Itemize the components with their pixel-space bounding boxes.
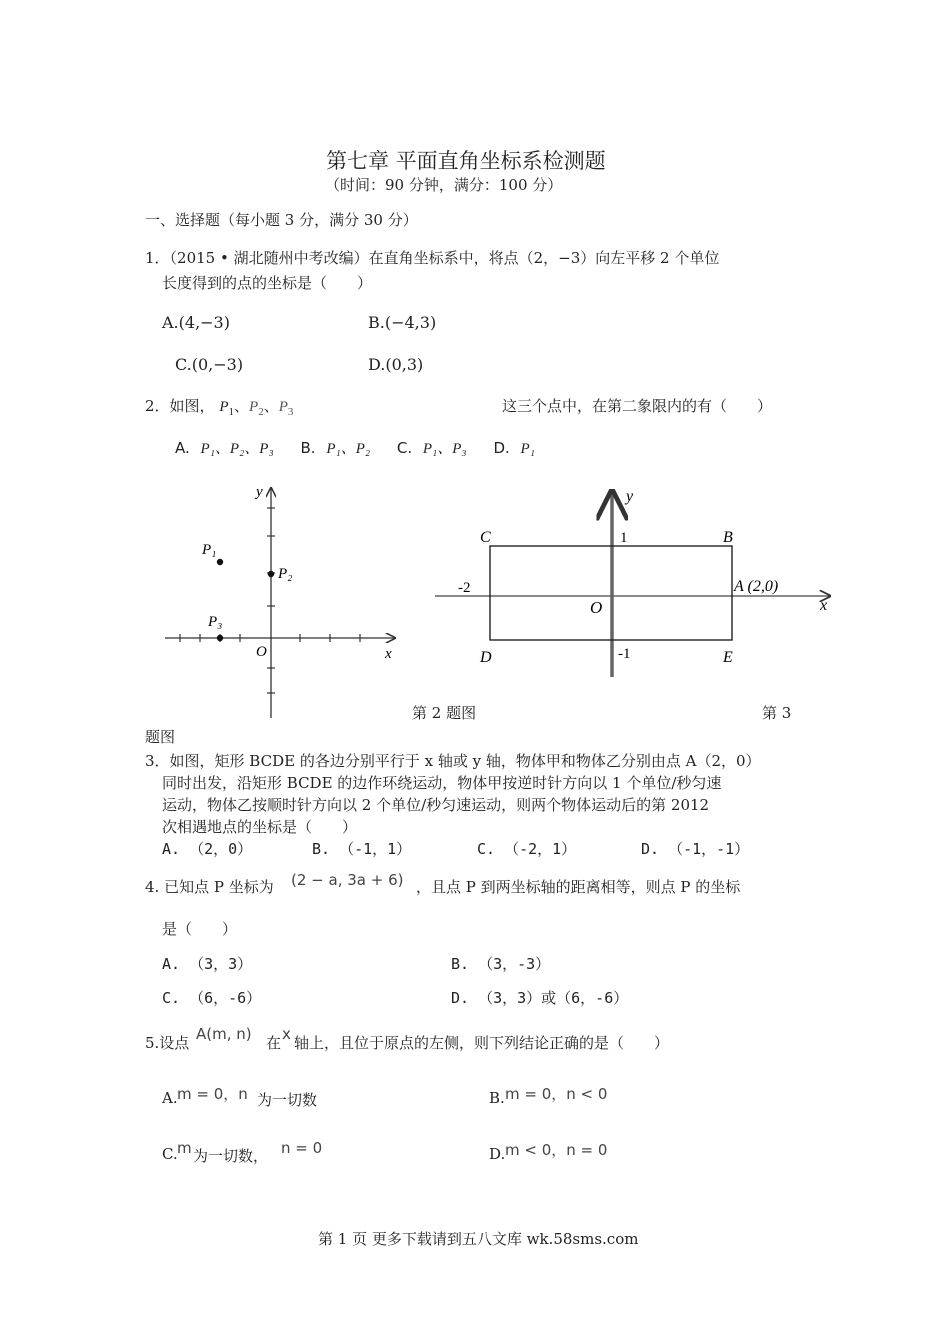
q3-option-c: C. （-2，1）: [477, 840, 577, 858]
fig2-p3-label: P₃: [208, 614, 223, 630]
fig2-y-label: y: [256, 484, 263, 500]
q2-prefix: 2．如图，: [145, 397, 215, 415]
q2-sep1: 、: [234, 397, 250, 415]
q4-expression: (2 − a, 3a + 6): [291, 871, 404, 889]
q5-mid: 在: [266, 1034, 282, 1052]
fig2-x-label: x: [385, 646, 392, 662]
fig2-point-p3: [217, 635, 223, 641]
fig2-origin-label: O: [256, 644, 267, 660]
fig3-caption-part1: 第 3: [762, 704, 792, 722]
q3-option-b: B. （-1，1）: [312, 840, 412, 858]
q1-line1: 1．（2015 • 湖北随州中考改编）在直角坐标系中，将点（2，−3）向左平移 2 个单位: [145, 249, 720, 267]
fig3-tick-minus-1: -1: [618, 646, 631, 662]
fig2-p1-label: P₁: [202, 542, 217, 558]
section-heading: 一、选择题（每小题 3 分，满分 30 分）: [145, 211, 418, 229]
q3-line4: 次相遇地点的坐标是（ ）: [162, 818, 358, 836]
q2-p3: $P_3$: [278, 399, 294, 418]
q3-option-a: A. （2，0）: [162, 840, 253, 858]
q4-option-a: A. （3，3）: [162, 955, 253, 973]
fig3-tick-1: 1: [620, 530, 628, 546]
q2-option-c: P₁、P₃: [422, 441, 467, 457]
q1-option-c: C.(0,−3): [175, 355, 244, 374]
q2-p2: $P_2$: [249, 399, 264, 418]
q1-line2: 长度得到的点的坐标是（ ）: [162, 274, 373, 292]
fig2-p2-label: P₂: [278, 566, 293, 582]
q5-option-a-label: A.: [162, 1089, 178, 1107]
q4-suffix: ，且点 P 到两坐标轴的距离相等，则点 P 的坐标: [416, 878, 741, 896]
page-title: 第七章 平面直角坐标系检测题: [326, 149, 606, 173]
fig2-ticks: [180, 508, 360, 693]
q1-option-d: D.(0,3): [368, 355, 424, 374]
q4-option-b: B. （3，-3）: [451, 955, 551, 973]
q2-suffix: 这三个点中，在第二象限内的有（ ）: [502, 397, 773, 415]
q5-option-d-label: D.: [489, 1145, 506, 1163]
q5-point: A(m, n): [196, 1025, 252, 1043]
q1-option-b: B.(−4,3): [368, 313, 437, 332]
fig3-a-label: A (2,0): [734, 578, 779, 595]
q2-option-c-label: C.: [396, 439, 413, 457]
q3-option-d: D. （-1，-1）: [641, 840, 750, 858]
q2-option-d: P₁: [520, 441, 535, 457]
q1-option-a: A.(4,−3): [162, 313, 230, 332]
q2-option-a-label: A.: [175, 439, 190, 457]
fig3-b-label: B: [723, 529, 733, 546]
fig3-origin-label: O: [590, 598, 603, 617]
q3-line3: 运动，物体乙按顺时针方向以 2 个单位/秒匀速运动，则两个物体运动后的第 2012: [162, 796, 710, 814]
q4-option-d: D. （3，3）或（6，-6）: [451, 989, 629, 1007]
q5-suffix: 轴上，且位于原点的左侧，则下列结论正确的是（ ）: [294, 1034, 670, 1052]
fig2-point-p2: [268, 571, 274, 577]
q5-option-c-label: C.: [162, 1145, 178, 1163]
q2-option-d-label: D.: [493, 439, 510, 457]
q5-prefix: 5.设点: [145, 1034, 190, 1052]
q2-p1: $P_1$: [219, 399, 234, 418]
fig3-c-label: C: [480, 529, 491, 546]
fig3-d-label: D: [480, 649, 492, 666]
q5-option-c-math: m: [177, 1139, 192, 1157]
q3-line2: 同时出发，沿矩形 BCDE 的边作环绕运动，物体甲按逆时针方向以 1 个单位/秒匀速: [162, 774, 722, 792]
q2-option-b-label: B.: [300, 439, 316, 457]
q5-axis: x: [282, 1025, 291, 1043]
q2-stem: [145, 395, 293, 418]
fig3-tick-minus-2: -2: [458, 580, 471, 596]
q5-option-d-math: m < 0，n = 0: [505, 1141, 608, 1159]
q5-option-b-label: B.: [489, 1089, 505, 1107]
page-footer: 第 1 页 更多下载请到五八文库 wk.58sms.com: [318, 1230, 639, 1248]
fig3-caption-part2: 题图: [145, 728, 176, 746]
q5-option-c-math2: n = 0: [281, 1139, 323, 1157]
q2-option-b: P₁、P₂: [326, 441, 371, 457]
q4-option-c: C. （6，-6）: [162, 989, 262, 1007]
fig3-e-label: E: [723, 649, 733, 666]
q5-option-a-text: 为一切数: [257, 1091, 318, 1109]
page-subtitle: （时间：90 分钟，满分：100 分）: [325, 176, 563, 194]
q2-options: [175, 437, 535, 458]
q5-option-a-math: m = 0，n: [177, 1085, 248, 1103]
figure-2: [160, 478, 410, 723]
q4-prefix: 4. 已知点 P 坐标为: [145, 878, 274, 896]
q2-option-a: P₁、P₂、P₃: [200, 441, 274, 457]
fig3-x-label: x: [820, 597, 828, 614]
figure-3: [430, 482, 840, 682]
fig3-y-label: y: [626, 488, 634, 505]
q5-option-b-math: m = 0，n < 0: [505, 1085, 608, 1103]
q5-option-c-text: 为一切数，: [193, 1147, 269, 1165]
q4-line2: 是（ ）: [162, 920, 238, 938]
fig2-point-p1: [217, 559, 223, 565]
q3-line1: 3．如图，矩形 BCDE 的各边分别平行于 x 轴或 y 轴，物体甲和物体乙分别由点 A（2，0）: [145, 752, 761, 770]
fig2-caption: 第 2 题图: [412, 704, 477, 722]
q2-sep2: 、: [263, 397, 279, 415]
